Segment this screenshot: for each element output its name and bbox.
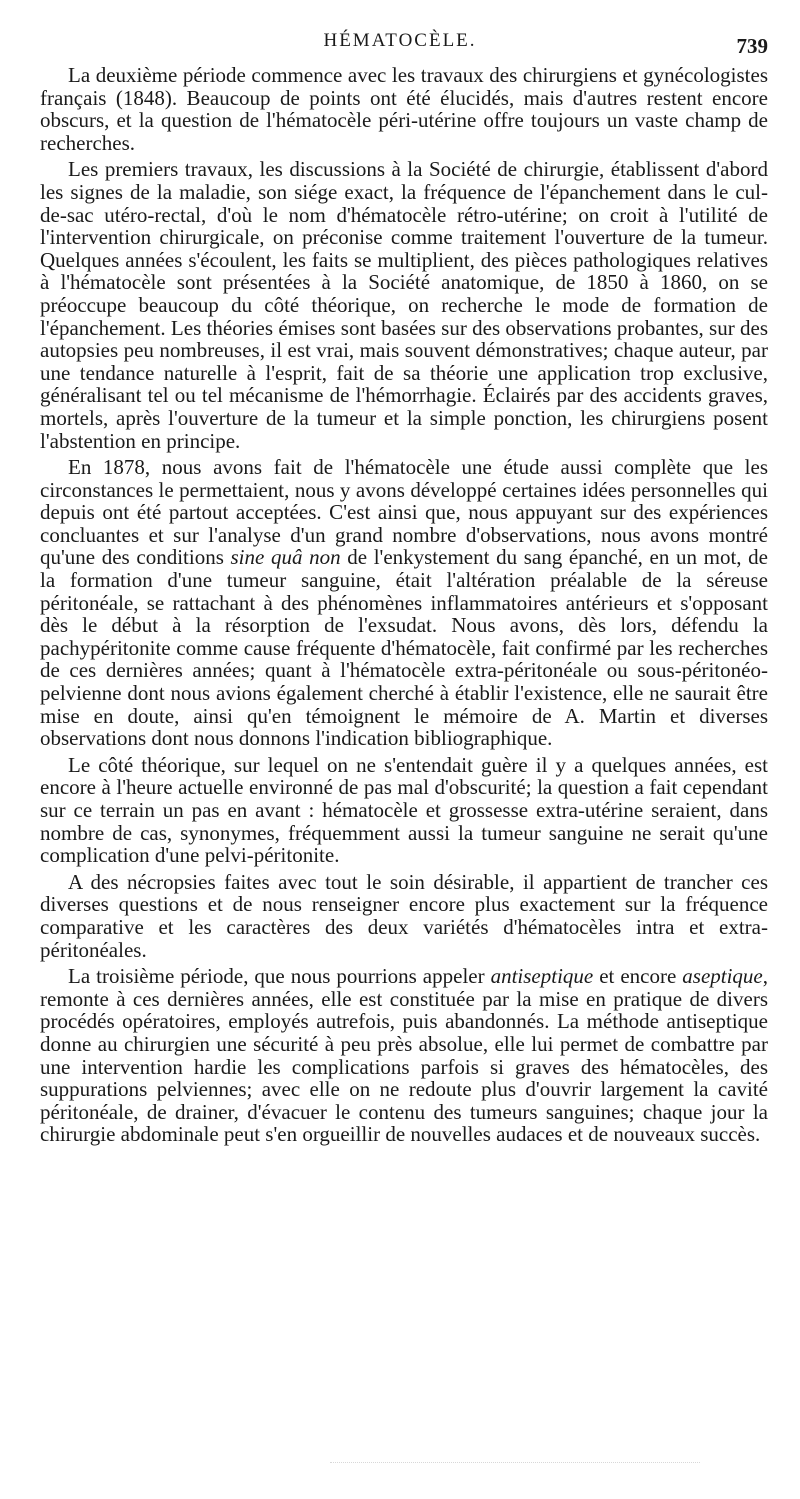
paragraph-text-segment: , remonte à ces dernières années, elle est constituée par la mise en pratique de divers procédés opératoires, employés autrefois, puis abandonnés. La méthode antiseptique donne au chirurgien une sécurité à peu près absolue, elle lui permet de combattre par une intervention hardie les complications parfois si graves des hématocèles, des suppurations pelviennes; avec elle on ne redoute plus d'ouvrir largement la cavité péritonéale, de drainer, d'évacuer le contenu des tumeurs sanguines; chaque jour la chirurgie abdominale peut s'en orgueillir de nouvelles audaces et de nouveaux succès. <box>40 964 768 1147</box>
paragraph-necropsies: A des nécropsies faites avec tout le soin désirable, il appartient de trancher ces diverses questions et de nous renseigner encore plus exactement sur la fréquence comparative et les caractères des deux variétés d'hématocèles intra et extra-péritonéales. <box>40 869 768 962</box>
paragraph-text-segment: La troisième période, que nous pourrions appeler <box>68 964 491 989</box>
italic-term: antiseptique <box>490 964 594 989</box>
italic-term: aseptique <box>682 964 763 989</box>
italic-term: sine quâ non <box>230 545 341 570</box>
paragraph-third-period <box>40 965 768 1146</box>
paragraph-1878-study <box>40 456 768 750</box>
page-number: 739 <box>736 34 768 58</box>
paragraph-text-segment: En 1878, nous avons fait de l'hématocèle une étude aussi complète que les circonstances le permettaient, nous y avons développé certaines idées personnelles qui depuis ont été partout acceptées. C'est ainsi que, nous appuyant sur des expériences concluantes et sur l'analyse d'un grand nombre d'observations, nous avons montré qu'une des conditions <box>40 455 768 570</box>
running-header <box>0 30 800 58</box>
paragraph-text-segment: de l'enkystement du sang épanché, en un mot, de la formation d'une tumeur sanguine, était l'altération préalable de la séreuse péritonéale, se rattachant à des phénomènes inflammatoires antérieurs et s'opposant dès le début à la résorption de l'exsudat. Nous avons, dès lors, défendu la pachypéritonite comme cause fréquente d'hématocèle, fait confirmé par les recherches de ces dernières années; quant à l'hématocèle extra-péritonéale ou sous-péritonéo-pelvienne dont nous avions également cherché à établir l'existence, elle ne saurait être mise en doute, ainsi qu'en témoignent le mémoire de A. Martin et diverses observations dont nous donnons l'indication bibliographique. <box>40 545 768 751</box>
paragraph-second-period: La deuxième période commence avec les travaux des chirurgiens et gynécologistes français (1848). Beaucoup de points ont été élucidés, mais d'autres restent encore obscurs, et la question de l'hématocèle péri-utérine offre toujours un vaste champ de recherches. <box>40 63 768 155</box>
body-text <box>40 64 768 1150</box>
footer-print-marks <box>330 1462 700 1467</box>
paragraph-text-segment: et encore <box>593 964 683 989</box>
running-title: HÉMATOCÈLE. <box>323 30 477 51</box>
paragraph-theoretical-side: Le côté théorique, sur lequel on ne s'entendait guère il y a quelques années, est encore à l'heure actuelle environné de pas mal d'obscurité; la question a fait cependant sur ce terrain un pas en avant : hématocèle et grossesse extra-utérine seraient, dans nombre de cas, synonymes, fréquemment aussi la tumeur sanguine ne serait qu'une complication d'une pelvi-péritonite. <box>40 752 768 868</box>
paragraph-first-works: Les premiers travaux, les discussions à la Société de chirurgie, établissent d'abord les signes de la maladie, son siége exact, la fréquence de l'épanchement dans le cul-de-sac utéro-rectal, d'où le nom d'hématocèle rétro-utérine; on croit à l'utilité de l'intervention chirurgicale, on préconise comme traitement l'ouverture de la tumeur. Quelques années s'écoulent, les faits se multiplient, des pièces pathologiques relatives à l'hématocèle sont présentées à la Société anatomique, de 1850 à 1860, on se préoccupe beaucoup du côté théorique, on recherche le mode de formation de l'épanchement. Les théories émises sont basées sur des observations probantes, sur des autopsies peu nombreuses, il est vrai, mais souvent démonstratives; chaque auteur, par une tendance naturelle à l'esprit, fait de sa théorie une application trop exclusive, généralisant tel ou tel mécanisme de l'hémorrhagie. Éclairés par des accidents graves, mortels, après l'ouverture de la tumeur et la simple ponction, les chirurgiens posent l'abstention en principe. <box>40 157 768 453</box>
